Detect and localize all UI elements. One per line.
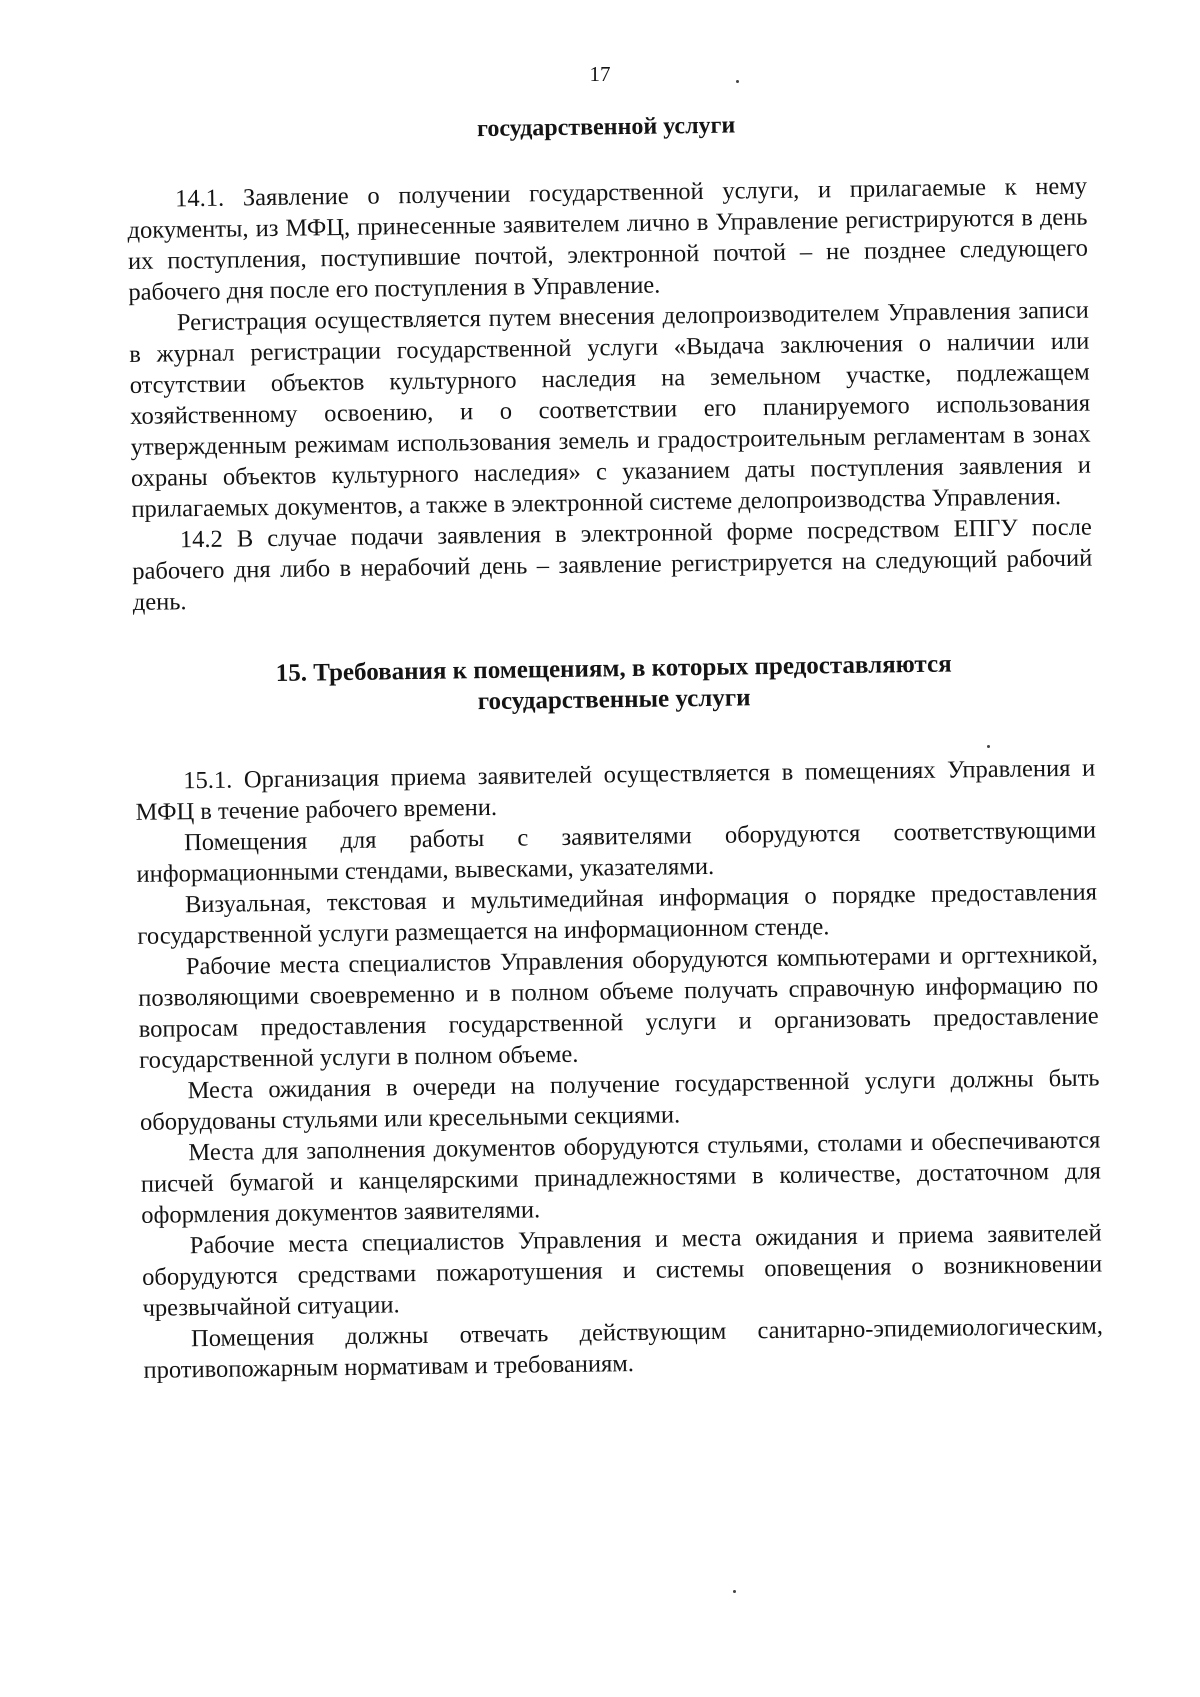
paragraph-14-2: 14.2 В случае подачи заявления в электронной форме посредством ЕПГУ после рабочего дня либо в нерабочий день – заявление регистрируется на следующий рабочий день.	[132, 513, 1093, 616]
scan-speck	[736, 80, 739, 83]
section-15-title-line-2: государственные услуги	[477, 684, 751, 716]
paragraph-15-sanitary: Помещения должны отвечать действующим санитарно-эпидемиологическим, противопожарным нормативам и требованиям.	[143, 1312, 1104, 1384]
section-15	[135, 753, 1104, 1386]
section-15-title	[134, 647, 1095, 722]
page-number: 17	[589, 62, 611, 86]
scan-speck	[733, 1590, 736, 1593]
paragraph-15-visual-info: Визуальная, текстовая и мультимедийная информация о порядке предоставления государственной услуги размещается на информационном стенде.	[137, 878, 1098, 950]
paragraph-15-1: 15.1. Организация приема заявителей осуществляется в помещениях Управления и МФЦ в течение рабочего времени.	[135, 754, 1096, 826]
section-15-title-line-1: 15. Требования к помещениям, в которых предоставляются	[275, 650, 952, 687]
paragraph-14-registration: Регистрация осуществляется путем внесения делопроизводителем Управления записи в журнал регистрации государственной услуги «Выдача заключения о наличии или отсутствии объектов культурного наследия на земельном участке, подлежащем хозяйственному освоению, и о соответствии его планируемого использования утвержденным режимам использования земель и градостроительным регламентам в зонах охраны объектов культурного наследия» с указанием даты поступления заявления и прилагаемых документов, а также в электронной системе делопроизводства Управления.	[129, 296, 1092, 523]
paragraph-15-stands: Помещения для работы с заявителями оборудуются соответствующими информационными стендами, вывесками, указателями.	[136, 816, 1097, 888]
heading-continuation: государственной услуги	[476, 112, 736, 143]
document-body	[126, 105, 1104, 1386]
paragraph-14-1: 14.1. Заявление о получении государственной услуги, и прилагаемые к нему документы, из МФЦ, принесенные заявителем лично в Управление регистрируются в день их поступления, поступившие почтой, электронной почтой – не позднее следующего рабочего дня после его поступления в Управление.	[127, 172, 1089, 306]
paragraph-15-fire-safety: Рабочие места специалистов Управления и места ожидания и приема заявителей оборудуются средствами пожаротушения и системы оповещения о возникновении чрезвычайной ситуации.	[142, 1219, 1103, 1322]
paragraph-15-workplaces: Рабочие места специалистов Управления оборудуются компьютерами и оргтехникой, позволяющими своевременно и в полном объеме получать справочную информацию по вопросам предоставления государственной услуги и организовать предоставление государственной услуги в полном объеме.	[138, 940, 1099, 1074]
paragraph-15-waiting-areas: Места ожидания в очереди на получение государственной услуги должны быть оборудованы стульями или кресельными секциями.	[139, 1064, 1100, 1136]
paragraph-15-form-filling: Места для заполнения документов оборудуются стульями, столами и обеспечиваются писчей бумагой и канцелярскими принадлежностями в количестве, достаточном для оформления документов заявителями.	[140, 1126, 1101, 1229]
section-14	[127, 171, 1093, 618]
